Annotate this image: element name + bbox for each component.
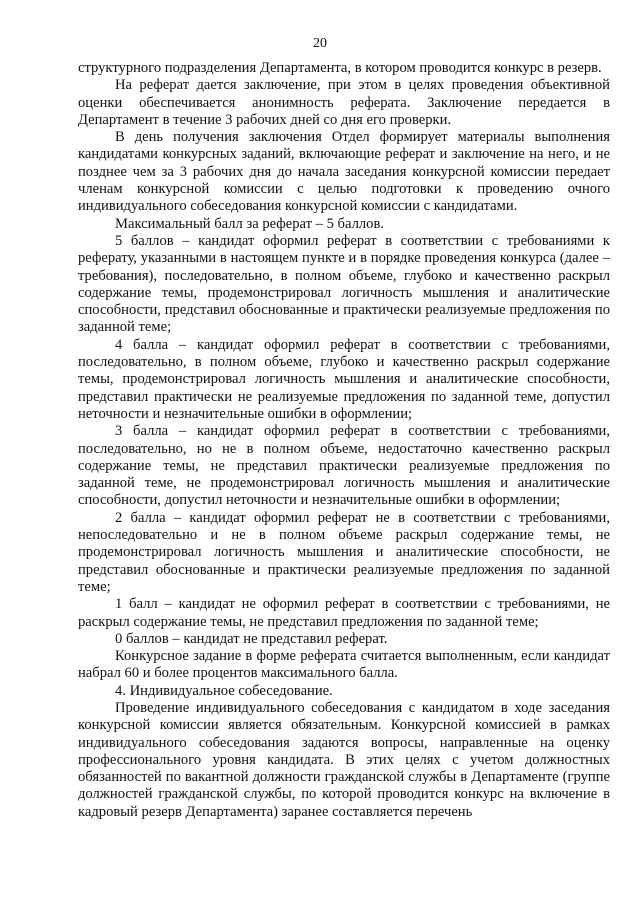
paragraph: 4. Индивидуальное собеседование. <box>115 682 333 699</box>
paragraph: 1 балл – кандидат не оформил реферат в соответствии с требованиями, не раскрыл содержание темы, не представил предложения по заданной теме; <box>78 596 610 630</box>
document-body <box>78 60 610 821</box>
paragraph: На реферат дается заключение, при этом в целях проведения объективной оценки обеспечивается анонимность реферата. Заключение передается в Департамент в течение 3 рабочих дней со дня его проверки. <box>78 77 610 128</box>
paragraph: 4 балла – кандидат оформил реферат в соответствии с требованиями, последовательно, в полном объеме, глубоко и качественно раскрыл содержание темы, продемонстрировал логичность мышления и аналитические способности, представил практически не реализуемые предложения по заданной теме, допустил неточности и незначительные ошибки в оформлении; <box>78 336 610 422</box>
paragraph: Проведение индивидуального собеседования с кандидатом в ходе заседания конкурсной комиссии является обязательным. Конкурсной комиссией в рамках индивидуального собеседования задаются вопросы, направленные на оценку профессионального уровня кандидата. В этих целях с учетом должностных обязанностей по вакантной должности гражданской службы в Департаменте (группе должностей гражданской службы, по которой проводится конкурс на включение в кадровый резерв Департамента) заранее составляется перечень <box>78 699 610 820</box>
page-number: 20 <box>313 36 327 51</box>
paragraph: В день получения заключения Отдел формирует материалы выполнения кандидатами конкурсных заданий, включающие реферат и заключение на него, и не позднее чем за 3 рабочих дня до начала заседания конкурсной комиссии передает членам конкурсной комиссии с целью подготовки к проведению очного индивидуального собеседования конкурсной комиссии с кандидатами. <box>78 129 610 215</box>
paragraph: 5 баллов – кандидат оформил реферат в соответствии с требованиями к реферату, указанными в настоящем пункте и в порядке проведения конкурса (далее – требования), последовательно, в полном объеме, глубоко и качественно раскрыл содержание темы, продемонстрировал логичность мышления и аналитические способности, представил обоснованные и практически реализуемые предложения по заданной теме; <box>78 232 610 336</box>
paragraph: 3 балла – кандидат оформил реферат в соответствии с требованиями, последовательно, но не в полном объеме, недостаточно качественно раскрыл содержание темы, не представил практически реализуемые предложения по заданной теме, не продемонстрировал логичность мышления и аналитические способности, допустил неточности и незначительные ошибки в оформлении; <box>78 423 610 509</box>
paragraph: 2 балла – кандидат оформил реферат не в соответствии с требованиями, непоследовательно и не в полном объеме раскрыл содержание темы, не продемонстрировал логичность мышления и аналитические способности, не представил обоснованные и практически реализуемые предложения по заданной теме; <box>78 509 610 595</box>
paragraph: структурного подразделения Департамента, в котором проводится конкурс в резерв. <box>78 60 602 76</box>
paragraph: Максимальный балл за реферат – 5 баллов. <box>115 215 384 232</box>
paragraph: 0 баллов – кандидат не представил реферат. <box>115 630 388 647</box>
paragraph: Конкурсное задание в форме реферата считается выполненным, если кандидат набрал 60 и более процентов максимального балла. <box>78 648 610 682</box>
